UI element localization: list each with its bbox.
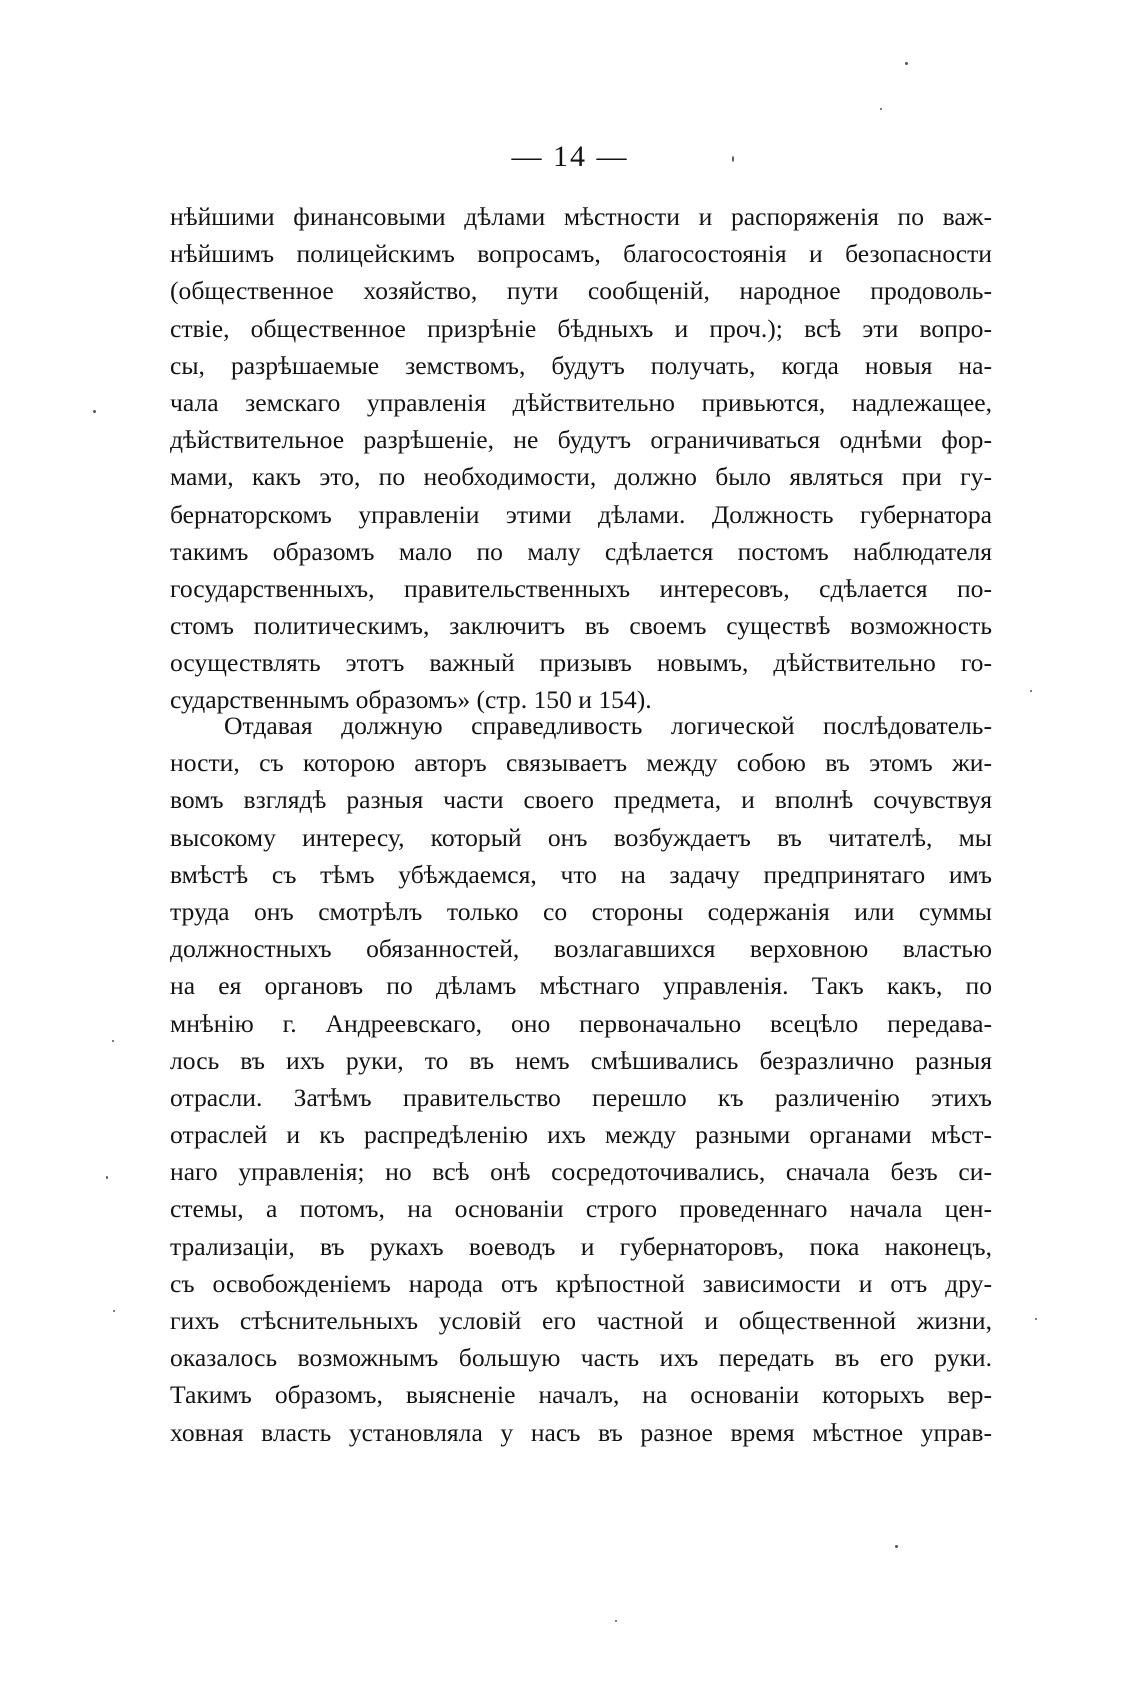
text-line: сударственнымъ образомъ» (стр. 150 и 154).: [170, 685, 652, 715]
print-speck: [1035, 1318, 1037, 1320]
print-speck: [615, 1620, 617, 1622]
text-line: оказалось возможнымъ большую часть ихъ передать въ его руки.: [170, 1343, 992, 1373]
paragraph-new: [170, 707, 992, 1451]
text-line: гихъ стѣснительныхъ условій его частной и общественной жизни,: [170, 1306, 992, 1335]
text-line: осуществлять этотъ важный призывъ новымъ, дѣйствительно го-: [170, 648, 992, 678]
text-line: трализаціи, въ рукахъ воеводъ и губернаторовъ, пока наконецъ,: [170, 1231, 992, 1261]
text-line: мнѣнію г. Андреевскаго, оно первоначально всецѣло передава-: [170, 1008, 992, 1038]
text-line: должностныхъ обязанностей, возлагавшихся верховною властью: [170, 934, 992, 964]
text-line: нѣйшими финансовыми дѣлами мѣстности и распоряженія по важ-: [170, 202, 992, 231]
text-line: отрасли. Затѣмъ правительство перешло къ различенію этихъ: [170, 1082, 992, 1112]
text-line: труда онъ смотрѣлъ только со стороны содержанія или суммы: [170, 896, 992, 926]
print-speck: [112, 1040, 114, 1042]
text-line: вомъ взглядѣ разныя части своего предмета, и вполнѣ сочувствуя: [170, 785, 992, 815]
text-line: Отдавая должную справедливость логической послѣдователь-: [224, 711, 992, 740]
text-line: стомъ политическимъ, заключитъ въ своемъ существѣ возможность: [170, 611, 992, 641]
text-line: ности, съ которою авторъ связываетъ между собою въ этомъ жи-: [170, 748, 992, 778]
text-line: лось въ ихъ руки, то въ немъ смѣшивались безразлично разныя: [170, 1045, 992, 1075]
text-line: наго управленія; но всѣ онѣ сосредоточивались, сначала безъ си-: [170, 1157, 992, 1187]
text-line: такимъ образомъ мало по малу сдѣлается постомъ наблюдателя: [170, 536, 992, 566]
print-speck: [895, 1545, 898, 1548]
print-speck: [880, 108, 882, 110]
text-line: сы, разрѣшаемые земствомъ, будутъ получать, когда новыя на-: [170, 350, 992, 380]
text-line: Такимъ образомъ, выясненіе началъ, на основаніи которыхъ вер-: [170, 1380, 992, 1410]
text-line: ствіе, общественное призрѣніе бѣдныхъ и проч.); всѣ эти вопро-: [170, 313, 992, 343]
text-line: стемы, а потомъ, на основаніи строго проведеннаго начала цен-: [170, 1194, 992, 1224]
page-number: — 14 —: [511, 140, 629, 173]
text-line: ховная власть установляла у насъ въ разное время мѣстное управ-: [170, 1417, 992, 1447]
text-line: чала земскаго управленія дѣйствительно привьются, надлежащее,: [170, 387, 992, 417]
paragraph-continued: [170, 198, 992, 719]
text-line: дѣйствительное разрѣшеніе, не будутъ ограничиваться однѣми фор-: [170, 425, 992, 455]
text-line: бернаторскомъ управленіи этими дѣлами. Должность губернатора: [170, 499, 992, 529]
print-speck: [106, 1176, 108, 1179]
print-speck: [905, 62, 908, 65]
text-line: нѣйшимъ полицейскимъ вопросамъ, благосостоянія и безопасности: [170, 239, 992, 269]
text-line: (общественное хозяйство, пути сообщеній, народное продоволь-: [170, 276, 992, 306]
text-line: отраслей и къ распредѣленію ихъ между разными органами мѣст-: [170, 1120, 992, 1150]
text-line: мами, какъ это, по необходимости, должно было являться при гу-: [170, 462, 992, 492]
text-line: вмѣстѣ съ тѣмъ убѣждаемся, что на задачу предпринятаго имъ: [170, 859, 992, 889]
text-line: государственныхъ, правительственныхъ интересовъ, сдѣлается по-: [170, 573, 992, 603]
print-speck: [113, 1310, 115, 1312]
print-speck: [1030, 690, 1032, 692]
print-speck: [732, 156, 734, 162]
text-line: высокому интересу, который онъ возбуждаетъ въ читателѣ, мы: [170, 822, 992, 852]
print-speck: [93, 410, 96, 413]
text-line: на ея органовъ по дѣламъ мѣстнаго управленія. Такъ какъ, по: [170, 971, 992, 1001]
text-line: съ освобожденіемъ народа отъ крѣпостной зависимости и отъ дру-: [170, 1268, 992, 1298]
